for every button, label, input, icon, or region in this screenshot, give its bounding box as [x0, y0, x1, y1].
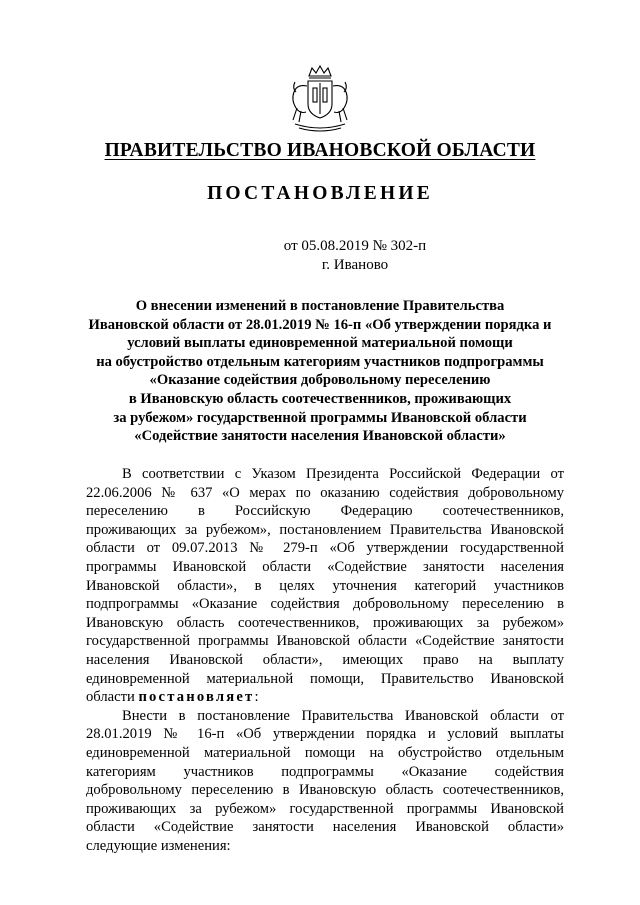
document-meta — [0, 237, 640, 275]
body-line: области от 09.07.2013 № 279-п «Об утверждении государственной — [86, 540, 564, 557]
body-line: следующие изменения: — [86, 837, 231, 854]
body-line: области «Содействие занятости населения Ивановской области» — [86, 819, 564, 836]
body-line: Внести в постановление Правительства Ивановской области от — [122, 707, 564, 724]
body-line: переселению в Российскую Федерацию соотечественников, — [86, 503, 564, 520]
paragraph-amendment — [86, 707, 564, 856]
title-line: О внесении изменений в постановление Правительства — [135, 298, 505, 314]
body-line: проживающих за рубежом», постановлением Правительства Ивановской — [86, 521, 564, 538]
body-line: Ивановскую область соотечественников, проживающих за рубежом» — [86, 614, 564, 631]
title-line: в Ивановскую область соотечественников, проживающих — [128, 390, 512, 407]
date-number: от 05.08.2019 № 302-п — [283, 238, 427, 254]
title-line: на обустройство отдельным категориям участников подпрограммы — [96, 353, 544, 370]
resolves-prefix: области — [86, 689, 139, 706]
resolves-suffix: : — [254, 689, 259, 706]
body-line: Ивановской области», в целях уточнения категорий участников — [86, 577, 564, 594]
ivanovo-coat-of-arms-icon — [287, 62, 353, 134]
body-line: населения Ивановской области», имеющих право на выплату — [86, 651, 564, 668]
body-line: В соответствии с Указом Президента Российской Федерации от — [122, 466, 564, 482]
body-line: государственной программы Ивановской области «Содействие занятости — [86, 633, 564, 650]
document-body — [86, 465, 564, 855]
paragraph-preamble — [86, 465, 564, 707]
body-line: 22.06.2006 № 637 «О мерах по оказанию содействия добровольному — [86, 484, 564, 501]
title-line: «Оказание содействия добровольному переселению — [149, 372, 491, 389]
city: г. Иваново — [321, 257, 389, 273]
body-line: программы Ивановской области «Содействие занятости населения — [86, 558, 564, 575]
body-line: 28.01.2019 № 16-п «Об утверждении порядка и условий выплаты — [86, 726, 564, 743]
body-line: добровольному переселению в Ивановскую область соотечественников, — [86, 782, 564, 799]
title-line: Ивановской области от 28.01.2019 № 16-п «Об утверждении порядка и — [88, 316, 552, 333]
body-line-resolves — [86, 688, 564, 707]
body-line: подпрограммы «Оказание содействия добровольному переселению в — [86, 596, 564, 613]
body-line: единовременной материальной помощи, Правительство Ивановской — [86, 670, 564, 687]
government-name: ПРАВИТЕЛЬСТВО ИВАНОВСКОЙ ОБЛАСТИ — [104, 140, 536, 161]
title-line: за рубежом» государственной программы Ивановской области — [113, 409, 527, 426]
document-title — [60, 297, 580, 446]
body-line: единовременной материальной помощи на обустройство отдельным — [86, 744, 564, 761]
title-line: условий выплаты единовременной материальной помощи — [127, 335, 513, 352]
body-line: проживающих за рубежом» государственной программы Ивановской — [86, 800, 564, 817]
document-type: ПОСТАНОВЛЕНИЕ — [207, 183, 433, 204]
body-line: категориям участников подпрограммы «Оказание содействия — [86, 763, 564, 780]
resolves-word: постановляет — [138, 689, 255, 706]
title-line: «Содействие занятости населения Ивановской области» — [134, 428, 506, 445]
